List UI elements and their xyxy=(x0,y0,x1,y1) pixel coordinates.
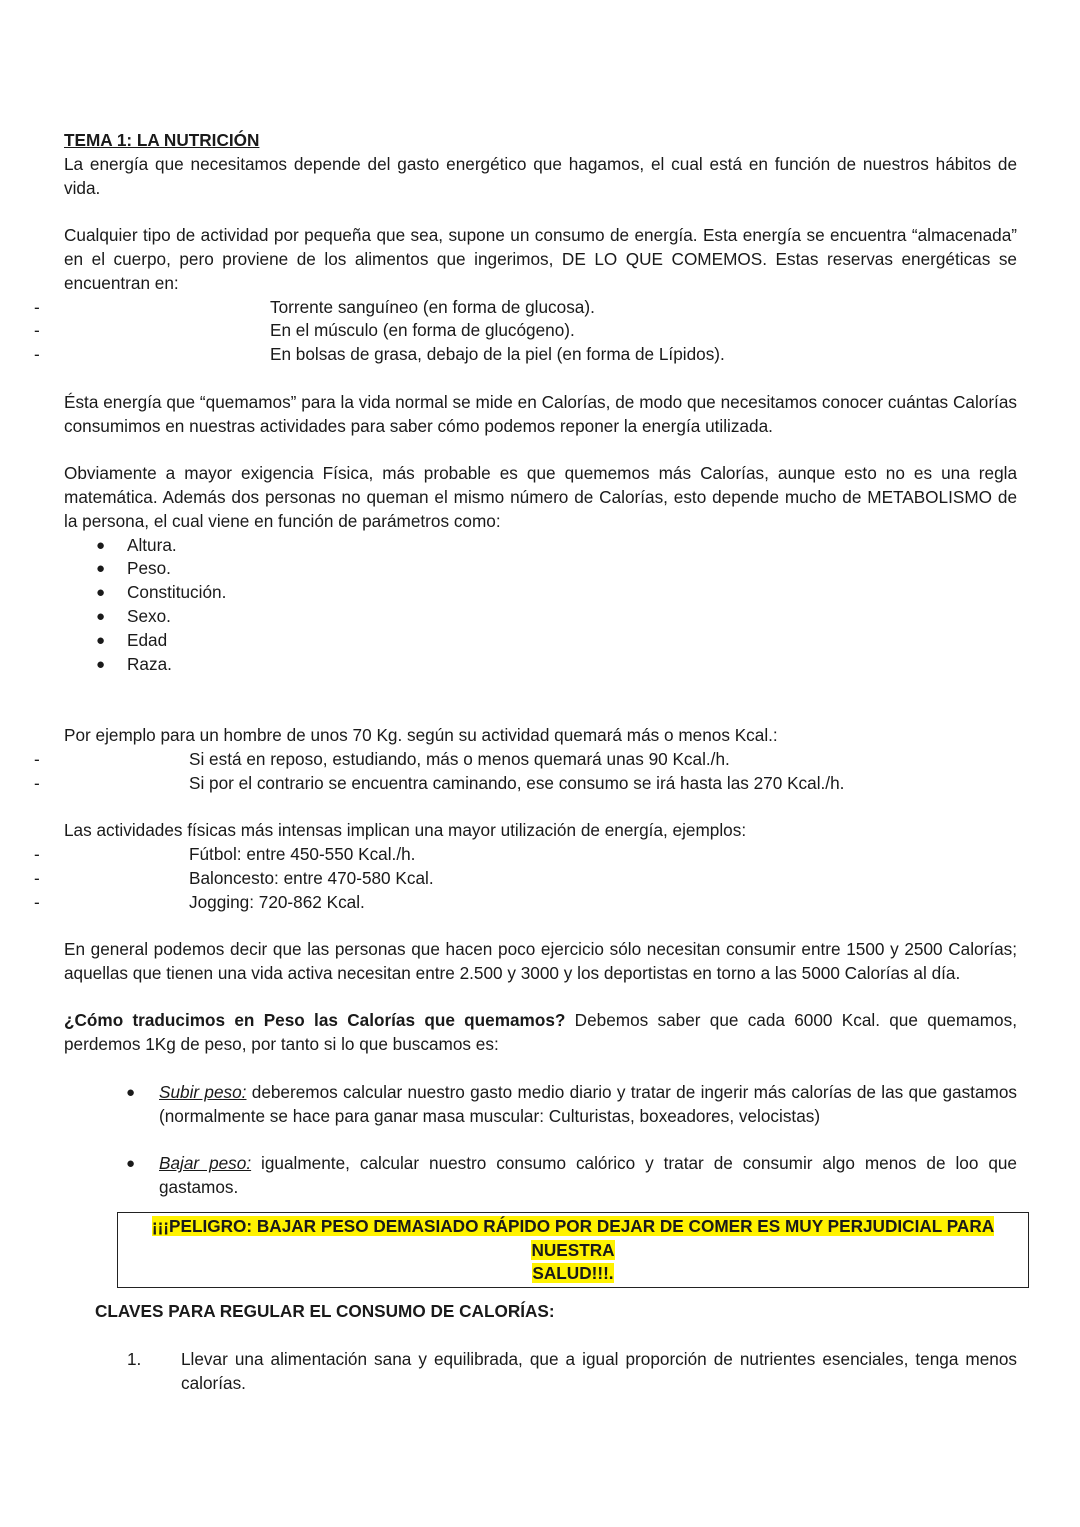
weight-question: ¿Cómo traducimos en Peso las Calorías que quemamos? xyxy=(64,1010,566,1031)
list-item: - En bolsas de grasa, debajo de la piel (en forma de Lípidos). xyxy=(64,343,1017,367)
reserves-list xyxy=(34,296,1017,367)
list-item: ● Peso. xyxy=(64,557,1017,581)
paragraph-energy-intro: La energía que necesitamos depende del gasto energético que hagamos, el cual está en función de nuestros hábitos de vida. xyxy=(64,153,1017,198)
list-item: ● Subir peso: deberemos calcular nuestro gasto medio diario y tratar de ingerir más calorías de las que gastamos (normalmente se hace para ganar masa muscular: Culturistas, boxeadores, velocistas) xyxy=(126,1081,1017,1126)
bullet-icon: ● xyxy=(96,536,106,554)
parameters-list xyxy=(64,534,1017,677)
bullet-icon: ● xyxy=(96,560,106,578)
list-item: - Baloncesto: entre 470-580 Kcal. xyxy=(64,867,1017,891)
bullet-icon: ● xyxy=(126,1083,136,1101)
list-item: ● Sexo. xyxy=(64,605,1017,629)
list-item: ● Constitución. xyxy=(64,581,1017,605)
list-item: ● Raza. xyxy=(64,653,1017,677)
dash-marker: - xyxy=(34,843,40,864)
goals-list-2 xyxy=(64,1152,1017,1200)
bullet-icon: ● xyxy=(96,607,106,625)
paragraph-intense-activities: Las actividades físicas más intensas implican una mayor utilización de energía, ejemplos: xyxy=(64,820,747,841)
bullet-icon: ● xyxy=(96,655,106,673)
warning-line-1: ¡¡¡PELIGRO: BAJAR PESO DEMASIADO RÁPIDO POR DEJAR DE COMER ES MUY PERJUDICIAL PARA NUESTRA xyxy=(151,1215,995,1260)
list-item: - Si por el contrario se encuentra caminando, ese consumo se irá hasta las 270 Kcal./h. xyxy=(64,772,1017,796)
list-item: - Jogging: 720-862 Kcal. xyxy=(64,891,1017,915)
goal-label: Subir peso: xyxy=(159,1081,247,1102)
dash-marker: - xyxy=(34,772,40,793)
dash-marker: - xyxy=(34,320,40,341)
paragraph-energy-storage: Cualquier tipo de actividad por pequeña que sea, supone un consumo de energía. Esta energía se encuentra “almacenada” en el cuerpo, pero proviene de los alimentos que ingerimos, DE LO QUE COMEMOS. Estas reservas energéticas se encuentran en: xyxy=(64,225,1017,293)
example-list xyxy=(34,748,1017,796)
dash-marker: - xyxy=(34,867,40,888)
bullet-icon: ● xyxy=(96,584,106,602)
paragraph-calories: Ésta energía que “quemamos” para la vida normal se mide en Calorías, de modo que necesitamos conocer cuántas Calorías consumimos en nuestras actividades para saber cómo podemos reponer la energía utilizada. xyxy=(64,391,1017,436)
goal-label: Bajar peso: xyxy=(159,1153,252,1174)
paragraph-metabolism: Obviamente a mayor exigencia Física, más probable es que quememos más Calorías, aunque esto no es una regla matemática. Además dos personas no queman el mismo número de Calorías, esto depende mucho de METABOLISMO de la persona, el cual viene en función de parámetros como: xyxy=(64,463,1017,531)
dash-marker: - xyxy=(34,344,40,365)
claves-list xyxy=(64,1348,1017,1396)
list-item: ● Bajar peso: igualmente, calcular nuestro consumo calórico y tratar de consumir algo menos de loo que gastamos. xyxy=(126,1153,1017,1198)
bullet-icon: ● xyxy=(126,1155,136,1173)
document-content xyxy=(34,129,1017,1395)
paragraph-example: Por ejemplo para un hombre de unos 70 Kg. según su actividad quemará más o menos Kcal.: xyxy=(64,724,778,745)
dash-marker: - xyxy=(34,891,40,912)
list-item: - En el músculo (en forma de glucógeno). xyxy=(64,319,1017,343)
list-item: - Si está en reposo, estudiando, más o menos quemará unas 90 Kcal./h. xyxy=(64,748,1017,772)
list-item: - Torrente sanguíneo (en forma de glucosa). xyxy=(64,296,1017,320)
warning-line-2: SALUD!!!. xyxy=(532,1263,614,1284)
paragraph-daily-calories: En general podemos decir que las personas que hacen poco ejercicio sólo necesitan consumir entre 1500 y 2500 Calorías; aquellas que tienen una vida activa necesitan entre 2.500 y 3000 y los deportistas en torno a las 5000 Calorías al día. xyxy=(64,939,1017,983)
item-number: 1. xyxy=(127,1348,142,1369)
list-item: ● Altura. xyxy=(64,534,1017,558)
section-heading-claves: CLAVES PARA REGULAR EL CONSUMO DE CALORÍAS: xyxy=(95,1301,555,1322)
bullet-icon: ● xyxy=(96,631,106,649)
list-item: - Fútbol: entre 450-550 Kcal./h. xyxy=(64,843,1017,867)
dash-marker: - xyxy=(34,296,40,317)
page-title: TEMA 1: LA NUTRICIÓN xyxy=(64,130,260,150)
list-item: ● Edad xyxy=(64,629,1017,653)
list-item: 1. Llevar una alimentación sana y equilibrada, que a igual proporción de nutrientes esenciales, tenga menos calorías. xyxy=(127,1348,1017,1393)
dash-marker: - xyxy=(34,748,40,769)
paragraph-weight: ¿Cómo traducimos en Peso las Calorías que quemamos? Debemos saber que cada 6000 Kcal. que quemamos, perdemos 1Kg de peso, por tanto si lo que buscamos es: xyxy=(64,1010,1017,1055)
warning-box xyxy=(117,1212,1029,1288)
goals-list xyxy=(64,1081,1017,1129)
sports-list xyxy=(34,843,1017,914)
